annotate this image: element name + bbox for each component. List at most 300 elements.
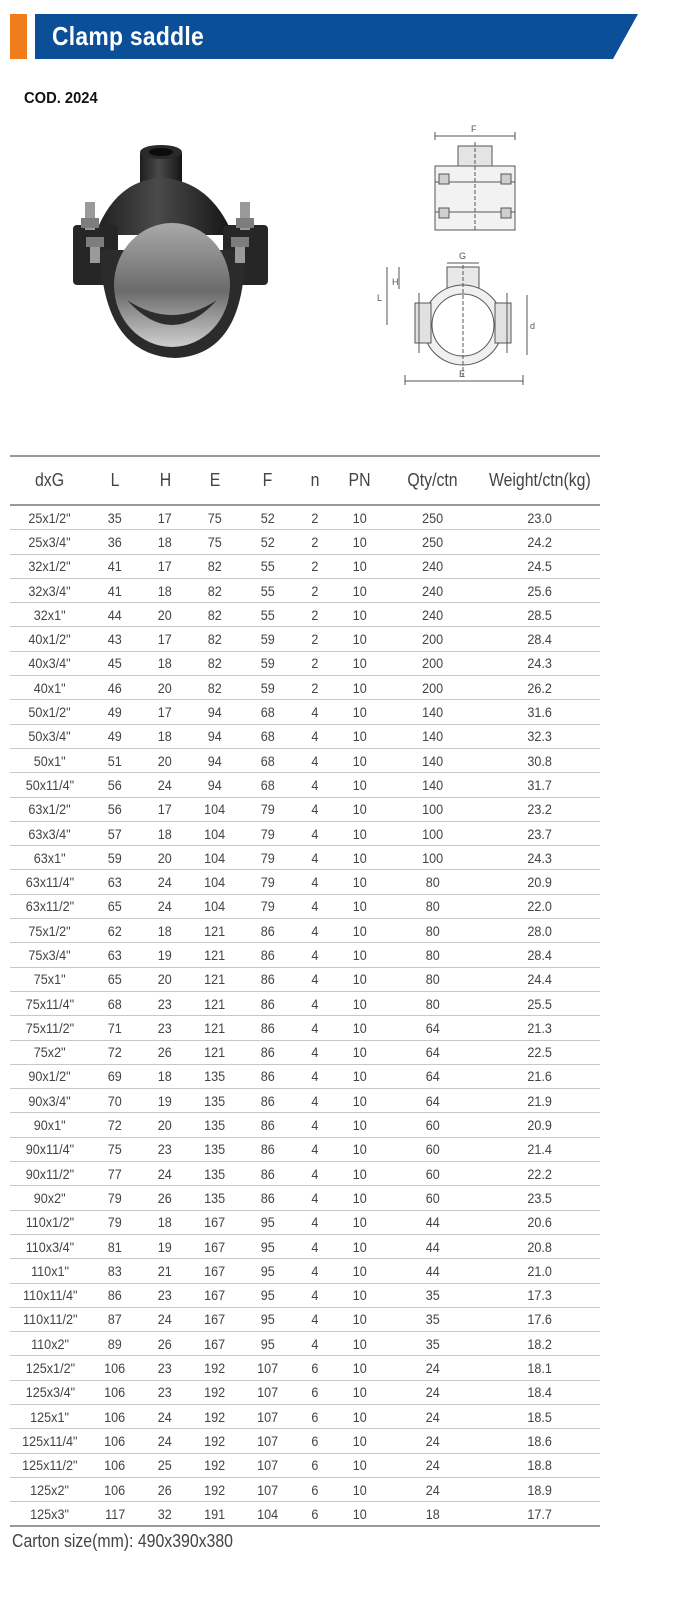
table-cell [240,1040,295,1064]
cell-value: 4 [311,874,319,891]
cell-value: 110x3/4" [25,1238,75,1255]
cell-value: 10 [352,1214,368,1231]
cell-value: 200 [421,655,444,672]
table-cell [295,943,335,967]
cell-value: 10 [352,1238,368,1255]
cell-value: 125x2" [30,1481,70,1498]
table-cell [140,1064,190,1088]
table-row [10,991,600,1015]
cell-value: 4 [311,825,319,842]
cell-value: 250 [421,533,444,550]
table-cell [295,1429,335,1453]
cell-value: 104 [204,801,226,818]
table-cell [480,1234,600,1258]
cell-value: 167 [204,1262,226,1279]
table-cell [10,651,90,675]
cell-value: 10 [352,1092,368,1109]
cell-value: 10 [352,679,368,696]
cell-value: 135 [204,1068,226,1085]
table-cell [90,1089,140,1113]
cell-value: 32x1/2" [28,558,72,575]
table-cell [140,530,190,554]
cell-value: 24 [157,776,173,793]
label-d: d [530,321,536,331]
cell-value: 10 [352,801,368,818]
table-cell [335,773,385,797]
table-cell [335,870,385,894]
table-cell [90,1016,140,1040]
table-cell [385,1089,480,1113]
cell-value: 70 [107,1092,123,1109]
table-cell [140,554,190,578]
table-cell [385,991,480,1015]
table-row [10,748,600,772]
cell-value: 4 [311,776,319,793]
cell-value: 82 [207,582,223,599]
cell-value: 86 [260,946,275,963]
cell-value: 36 [107,533,123,550]
cell-value: 25.5 [527,995,553,1012]
cell-value: 2 [311,631,319,648]
cell-value: 81 [107,1238,123,1255]
table-cell [140,1429,190,1453]
cell-value: 10 [352,1117,368,1134]
table-cell [240,1137,295,1161]
table-cell [385,1234,480,1258]
table-cell [385,1380,480,1404]
table-cell [190,530,240,554]
table-cell [140,1210,190,1234]
table-cell [385,1332,480,1356]
cell-value: 4 [311,849,319,866]
table-row [10,1283,600,1307]
title-banner [35,14,638,59]
cell-value: 2 [311,655,319,672]
table-cell [10,676,90,700]
cell-value: 10 [352,995,368,1012]
cell-value: 125x11/2" [22,1457,78,1474]
cell-value: 55 [260,558,275,575]
table-cell [190,627,240,651]
cell-value: 49 [107,728,123,745]
cell-value: 106 [104,1384,126,1401]
table-cell [90,821,140,845]
table-cell [335,1332,385,1356]
table-cell [335,1502,385,1527]
column-header-label: dxG [35,470,65,490]
table-row [10,627,600,651]
table-header-row [10,456,600,505]
table-cell [295,894,335,918]
cell-value: 18 [425,1505,440,1522]
cell-value: 75x11/2" [25,1019,75,1036]
table-cell [295,1113,335,1137]
cell-value: 4 [311,1044,319,1061]
table-cell [190,943,240,967]
cell-value: 30.8 [527,752,553,769]
table-cell [480,1477,600,1501]
table-cell [295,1089,335,1113]
table-cell [480,676,600,700]
table-cell [190,821,240,845]
table-cell [385,1210,480,1234]
table-cell [385,700,480,724]
table-cell [190,578,240,602]
cell-value: 4 [311,1238,319,1255]
cell-value: 90x11/2" [25,1165,75,1182]
cell-value: 71 [107,1019,123,1036]
cell-value: 10 [352,1019,368,1036]
cell-value: 10 [352,1262,368,1279]
cell-value: 18.2 [527,1335,553,1352]
cell-value: 104 [204,898,226,915]
table-cell [335,797,385,821]
table-cell [190,651,240,675]
cell-value: 86 [260,1141,275,1158]
cell-value: 79 [107,1189,123,1206]
cell-value: 50x3/4" [28,728,72,745]
cell-value: 80 [425,874,440,891]
cell-value: 86 [260,1068,275,1085]
table-cell [385,1283,480,1307]
table-row [10,603,600,627]
cell-value: 24 [157,1432,173,1449]
table-cell [10,1064,90,1088]
cell-value: 60 [425,1165,440,1182]
cell-value: 100 [421,801,444,818]
cell-value: 17 [157,631,173,648]
cell-value: 17.3 [527,1287,553,1304]
table-cell [385,1113,480,1137]
table-row [10,870,600,894]
table-cell [10,1234,90,1258]
cell-value: 21.4 [527,1141,553,1158]
cell-value: 192 [204,1457,226,1474]
cell-value: 69 [107,1068,123,1085]
cell-value: 65 [107,898,123,915]
table-cell [480,1089,600,1113]
table-cell [295,676,335,700]
cell-value: 28.4 [527,946,553,963]
cell-value: 4 [311,1335,319,1352]
cell-value: 2 [311,509,319,526]
cell-value: 24 [157,1311,173,1328]
cell-value: 10 [352,655,368,672]
cell-value: 24 [425,1457,440,1474]
table-cell [190,1040,240,1064]
table-cell [385,894,480,918]
table-cell [10,603,90,627]
table-cell [140,1137,190,1161]
table-cell [385,1064,480,1088]
table-cell [140,676,190,700]
table-cell [90,1332,140,1356]
table-cell [295,1477,335,1501]
table-cell [140,1404,190,1428]
cell-value: 23.5 [527,1189,553,1206]
cell-value: 21.3 [527,1019,553,1036]
cell-value: 240 [421,582,444,599]
cell-value: 107 [256,1360,279,1377]
table-cell [10,1113,90,1137]
table-cell [140,1089,190,1113]
table-cell [335,1186,385,1210]
cell-value: 135 [204,1141,226,1158]
cell-value: 167 [204,1335,226,1352]
table-cell [385,919,480,943]
table-cell [335,846,385,870]
cell-value: 18 [157,582,173,599]
spec-table [10,455,600,1527]
cell-value: 110x11/2" [22,1311,78,1328]
table-row [10,1404,600,1428]
cell-value: 35 [425,1311,440,1328]
cell-value: 75x2" [34,1044,66,1061]
table-cell [140,870,190,894]
table-cell [295,991,335,1015]
table-row [10,773,600,797]
table-cell [385,578,480,602]
table-cell [335,894,385,918]
table-row [10,1016,600,1040]
cell-value: 20.8 [527,1238,553,1255]
table-cell [385,846,480,870]
table-cell [190,1477,240,1501]
cell-value: 4 [311,1311,319,1328]
cell-value: 40x1" [34,679,66,696]
cell-value: 41 [107,558,123,575]
cell-value: 104 [204,825,226,842]
table-cell [90,603,140,627]
cell-value: 35 [107,509,123,526]
table-cell [90,1259,140,1283]
table-cell [90,870,140,894]
table-cell [140,1307,190,1331]
cell-value: 24 [425,1408,440,1425]
table-cell [90,1429,140,1453]
cell-value: 23.2 [527,801,553,818]
table-cell [335,1234,385,1258]
table-cell [240,1477,295,1501]
cell-value: 117 [104,1505,126,1522]
cell-value: 17 [157,509,173,526]
table-cell [10,748,90,772]
table-cell [190,919,240,943]
table-cell [10,1259,90,1283]
table-row [10,1089,600,1113]
cell-value: 6 [311,1505,319,1522]
table-cell [140,1502,190,1527]
cell-value: 10 [352,1335,368,1352]
cell-value: 2 [311,582,319,599]
column-header-label: E [209,470,221,490]
cell-value: 10 [352,1432,368,1449]
cell-value: 167 [204,1214,226,1231]
cell-value: 82 [207,606,223,623]
table-cell [190,1186,240,1210]
table-cell [480,773,600,797]
cell-value: 49 [107,704,123,721]
table-cell [240,1453,295,1477]
table-cell [190,676,240,700]
table-row [10,1259,600,1283]
table-cell [140,748,190,772]
table-cell [190,1064,240,1088]
cell-value: 24.4 [527,971,553,988]
cell-value: 63x1" [34,849,66,866]
product-code: COD. 2024 [24,90,98,107]
front-view-drawing [425,120,525,235]
cell-value: 82 [207,558,223,575]
table-cell [335,1162,385,1186]
cell-value: 10 [352,1481,368,1498]
table-cell [140,1234,190,1258]
cell-value: 2 [311,558,319,575]
cell-value: 125x11/4" [22,1432,78,1449]
table-cell [335,651,385,675]
table-cell [480,991,600,1015]
cell-value: 90x1/2" [28,1068,72,1085]
table-cell [90,1380,140,1404]
cell-value: 2 [311,606,319,623]
cell-value: 192 [204,1481,226,1498]
table-row [10,1113,600,1137]
cell-value: 80 [425,995,440,1012]
table-cell [480,724,600,748]
section-view-drawing [375,245,545,390]
table-cell [385,651,480,675]
table-row [10,1356,600,1380]
cell-value: 10 [352,509,368,526]
table-cell [140,1259,190,1283]
table-cell [335,1404,385,1428]
column-header [90,456,140,505]
cell-value: 20.9 [527,874,553,891]
table-cell [190,1137,240,1161]
cell-value: 75x3/4" [28,946,72,963]
cell-value: 82 [207,631,223,648]
cell-value: 140 [421,752,444,769]
column-header-label: F [262,470,273,490]
table-cell [240,919,295,943]
table-cell [10,1162,90,1186]
table-cell [335,1064,385,1088]
table-cell [190,846,240,870]
cell-value: 95 [260,1238,275,1255]
cell-value: 56 [107,776,123,793]
cell-value: 35 [425,1335,440,1352]
table-cell [480,1283,600,1307]
table-cell [140,1016,190,1040]
table-cell [10,530,90,554]
cell-value: 4 [311,1068,319,1085]
table-cell [240,1502,295,1527]
table-cell [240,846,295,870]
cell-value: 4 [311,1214,319,1231]
cell-value: 18 [157,655,173,672]
table-cell [295,554,335,578]
product-photo [55,140,295,370]
table-cell [385,554,480,578]
cell-value: 59 [260,631,275,648]
cell-value: 80 [425,946,440,963]
table-row [10,1234,600,1258]
table-cell [190,1162,240,1186]
cell-value: 80 [425,922,440,939]
cell-value: 135 [204,1117,226,1134]
table-row [10,797,600,821]
table-cell [335,1210,385,1234]
cell-value: 192 [204,1360,226,1377]
table-cell [480,505,600,530]
table-cell [10,1477,90,1501]
table-cell [480,578,600,602]
cell-value: 17.7 [527,1505,553,1522]
cell-value: 62 [107,922,123,939]
cell-value: 135 [204,1165,226,1182]
cell-value: 240 [421,606,444,623]
table-cell [140,651,190,675]
cell-value: 40x1/2" [28,631,72,648]
cell-value: 121 [204,995,226,1012]
cell-value: 86 [260,1092,275,1109]
cell-value: 2 [311,679,319,696]
cell-value: 4 [311,1117,319,1134]
cell-value: 20 [157,1117,173,1134]
cell-value: 18.1 [527,1360,553,1377]
table-cell [190,1429,240,1453]
cell-value: 10 [352,1044,368,1061]
carton-size: Carton size(mm): 490x390x380 [12,1531,233,1551]
table-cell [385,627,480,651]
cell-value: 10 [352,971,368,988]
cell-value: 86 [107,1287,123,1304]
cell-value: 63 [107,946,123,963]
cell-value: 19 [157,946,173,963]
column-header [480,456,600,505]
table-cell [90,724,140,748]
table-cell [240,700,295,724]
cell-value: 23.0 [527,509,553,526]
cell-value: 24 [157,1408,173,1425]
cell-value: 86 [260,971,275,988]
table-cell [480,870,600,894]
cell-value: 10 [352,631,368,648]
cell-value: 50x1" [34,752,66,769]
cell-value: 25.6 [527,582,553,599]
table-cell [140,724,190,748]
cell-value: 63 [107,874,123,891]
table-cell [295,1210,335,1234]
cell-value: 68 [260,776,275,793]
cell-value: 4 [311,898,319,915]
cell-value: 86 [260,995,275,1012]
table-cell [140,1186,190,1210]
cell-value: 31.6 [527,704,553,721]
table-cell [385,676,480,700]
table-cell [385,1186,480,1210]
table-row [10,1186,600,1210]
table-cell [385,1137,480,1161]
cell-value: 10 [352,606,368,623]
cell-value: 24.3 [527,655,553,672]
table-cell [90,991,140,1015]
cell-value: 6 [311,1481,319,1498]
table-row [10,846,600,870]
table-cell [190,1356,240,1380]
cell-value: 43 [107,631,123,648]
table-cell [240,603,295,627]
